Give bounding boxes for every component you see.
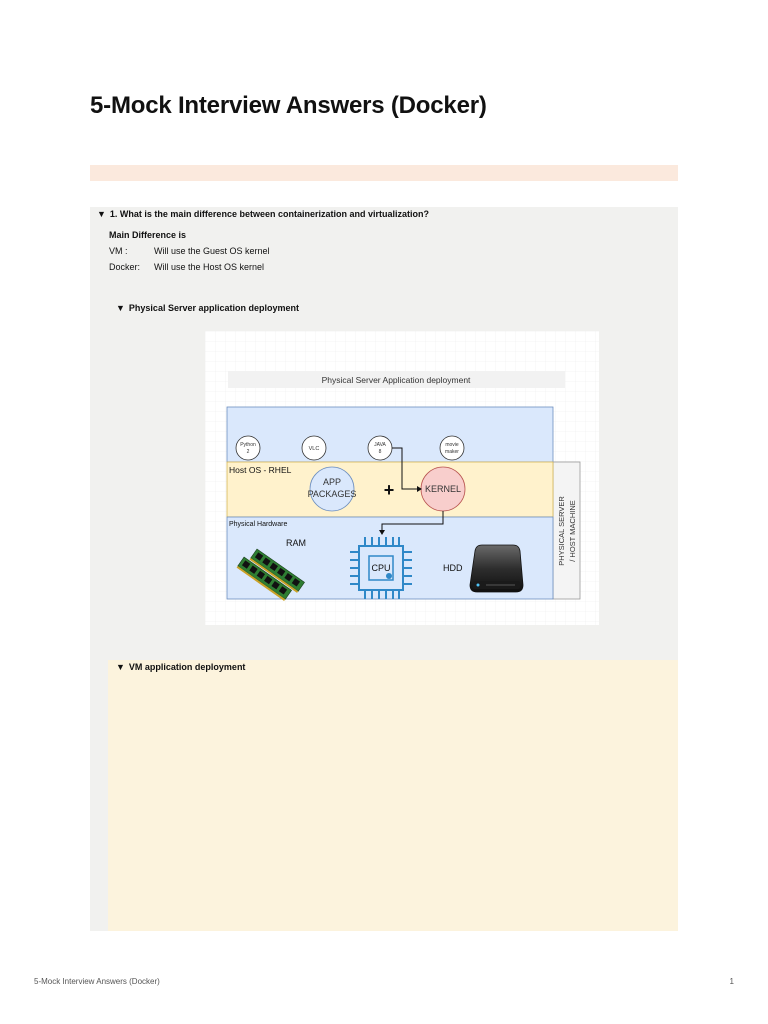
app-circle-java <box>368 436 392 460</box>
physical-hardware-label: Physical Hardware <box>229 521 288 528</box>
toggle-physical-server[interactable] <box>116 303 299 313</box>
footer-document-title: 5-Mock Interview Answers (Docker) <box>34 977 160 986</box>
plus-sign: + <box>383 480 395 500</box>
toggle-question1[interactable] <box>97 209 429 219</box>
toggle-arrow-icon[interactable]: ▼ <box>116 303 125 313</box>
host-os-label: Host OS - RHEL <box>229 465 292 475</box>
svg-text:2: 2 <box>246 449 250 455</box>
toggle-arrow-icon[interactable]: ▼ <box>97 209 106 219</box>
app-circle-movie-maker <box>440 436 464 460</box>
diagram-title: Physical Server Application deployment <box>321 375 471 385</box>
side-label-line1: PHYSICAL SERVER <box>557 496 566 566</box>
toggle-vm-deployment[interactable] <box>116 662 245 672</box>
footer-page-number: 1 <box>729 977 734 986</box>
svg-text:maker: maker <box>445 449 459 455</box>
svg-text:JAVA: JAVA <box>374 442 386 448</box>
difference-row-vm <box>109 246 270 256</box>
app-packages-line1: APP <box>322 477 342 487</box>
kernel-label: KERNEL <box>424 484 462 494</box>
physical-server-diagram <box>205 331 599 625</box>
toggle-vm-label: VM application deployment <box>128 662 246 672</box>
app-circle-vlc <box>302 436 326 460</box>
app-packages-line2: PACKAGES <box>307 489 357 499</box>
page-title: 5-Mock Interview Answers (Docker) <box>90 92 487 119</box>
question1-label: 1. What is the main difference between containerization and virtualization? <box>109 209 429 219</box>
toggle-physical-label: Physical Server application deployment <box>128 303 299 313</box>
row-value: Will use the Host OS kernel <box>154 262 265 272</box>
main-difference-heading: Main Difference is <box>109 230 187 240</box>
cpu-label: CPU <box>371 563 391 573</box>
row-key: VM : <box>109 246 128 256</box>
side-label-line2: / HOST MACHINE <box>568 500 577 562</box>
toggle-arrow-icon[interactable]: ▼ <box>116 662 125 672</box>
svg-text:Python: Python <box>240 442 256 448</box>
callout-block <box>90 165 678 181</box>
difference-row-docker <box>109 262 264 272</box>
row-value: Will use the Guest OS kernel <box>154 246 270 256</box>
ram-label: RAM <box>286 538 306 548</box>
app-circle-python <box>236 436 260 460</box>
svg-text:VLC: VLC <box>308 446 320 452</box>
vm-deployment-block <box>108 660 678 931</box>
row-key: Docker: <box>109 262 141 272</box>
svg-text:movie: movie <box>445 442 459 448</box>
svg-text:8: 8 <box>378 449 382 455</box>
hdd-label: HDD <box>443 563 463 573</box>
hdd-icon <box>470 545 523 592</box>
